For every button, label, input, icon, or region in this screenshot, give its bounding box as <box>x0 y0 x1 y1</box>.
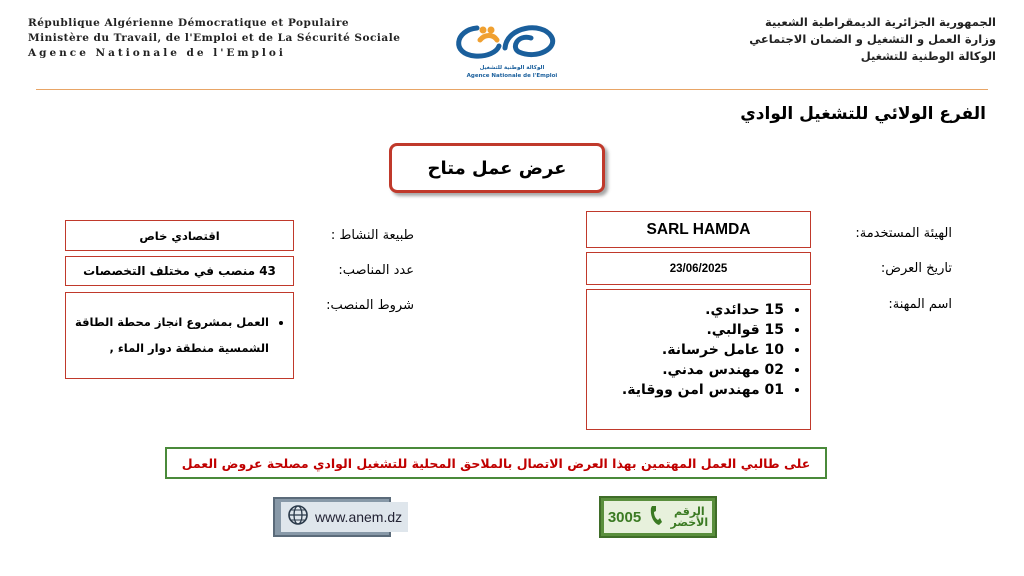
phone-icon <box>649 504 663 530</box>
logo-caption <box>440 64 584 80</box>
positions-label: عدد المناصب: <box>338 263 414 278</box>
logo-caption-ar: الوكالة الوطنية للتشغيل <box>479 65 545 71</box>
job-label: اسم المهنة: <box>888 297 952 312</box>
list-item: • 10 عامل خرسانة. <box>597 340 784 360</box>
website-link[interactable]: www.anem.dz <box>315 509 403 525</box>
notice-text: على طالبي العمل المهتمين بهذا العرض الاتصال بالملاحق المحلية للتشغيل الوادي مصلحة عروض العمل <box>181 455 811 471</box>
contact-notice <box>165 447 827 479</box>
fr-line-3: Agence Nationale de l'Emploi <box>28 47 286 59</box>
website-inner <box>281 502 408 532</box>
fr-line-1: République Algérienne Démocratique et Populaire <box>28 17 350 29</box>
conditions-list <box>66 293 293 361</box>
activity-label: طبيعة النشاط : <box>330 228 414 243</box>
jobs-box <box>586 289 811 430</box>
date-label: تاريخ العرض: <box>880 261 952 276</box>
header-french <box>28 16 400 61</box>
list-item: • 15 قوالبي. <box>597 320 784 340</box>
fr-line-2: Ministère du Travail, de l'Emploi et de La Sécurité Sociale <box>28 32 401 44</box>
green-label-1: الرقم <box>674 505 705 518</box>
employer-value: SARL HAMDA <box>586 211 811 248</box>
website-badge[interactable] <box>273 497 403 537</box>
conditions-box <box>65 292 294 379</box>
activity-value: اقتصادي خاص <box>65 220 294 251</box>
offer-title: عرض عمل متاح <box>427 157 567 179</box>
green-label-2: الأخضر <box>670 516 709 529</box>
phone-number[interactable]: 3005 <box>607 508 642 526</box>
positions-value: 43 منصب في مختلف التخصصات <box>65 256 294 286</box>
employer-label: الهيئة المستخدمة: <box>855 226 952 241</box>
header-divider <box>36 89 988 90</box>
date-value: 23/06/2025 <box>586 252 811 285</box>
green-number-label <box>671 506 709 528</box>
green-number-badge[interactable] <box>599 496 717 538</box>
list-item: • 01 مهندس امن ووقاية. <box>597 380 784 400</box>
globe-icon <box>287 504 309 530</box>
branch-name: الفرع الولائي للتشغيل الوادي <box>740 104 986 124</box>
ar-line-2: وزارة العمل و التشغيل و الضمان الاجتماعي <box>749 32 996 46</box>
header-arabic <box>749 14 996 65</box>
offer-title-box <box>389 143 605 193</box>
ar-line-1: الجمهورية الجزائرية الديمقراطية الشعبية <box>764 15 996 29</box>
list-item: • 02 مهندس مدني. <box>597 360 784 380</box>
list-item: • العمل بمشروع انجاز محطة الطاقة الشمسية منطقة دوار الماء , <box>74 309 269 361</box>
ar-line-3: الوكالة الوطنية للتشغيل <box>860 49 996 63</box>
jobs-list <box>587 290 810 400</box>
list-item: • 15 حدائدي. <box>597 300 784 320</box>
conditions-label: شروط المنصب: <box>326 298 414 313</box>
green-number-inner <box>604 501 712 533</box>
logo-caption-fr: Agence Nationale de l'Emploi <box>466 73 558 79</box>
